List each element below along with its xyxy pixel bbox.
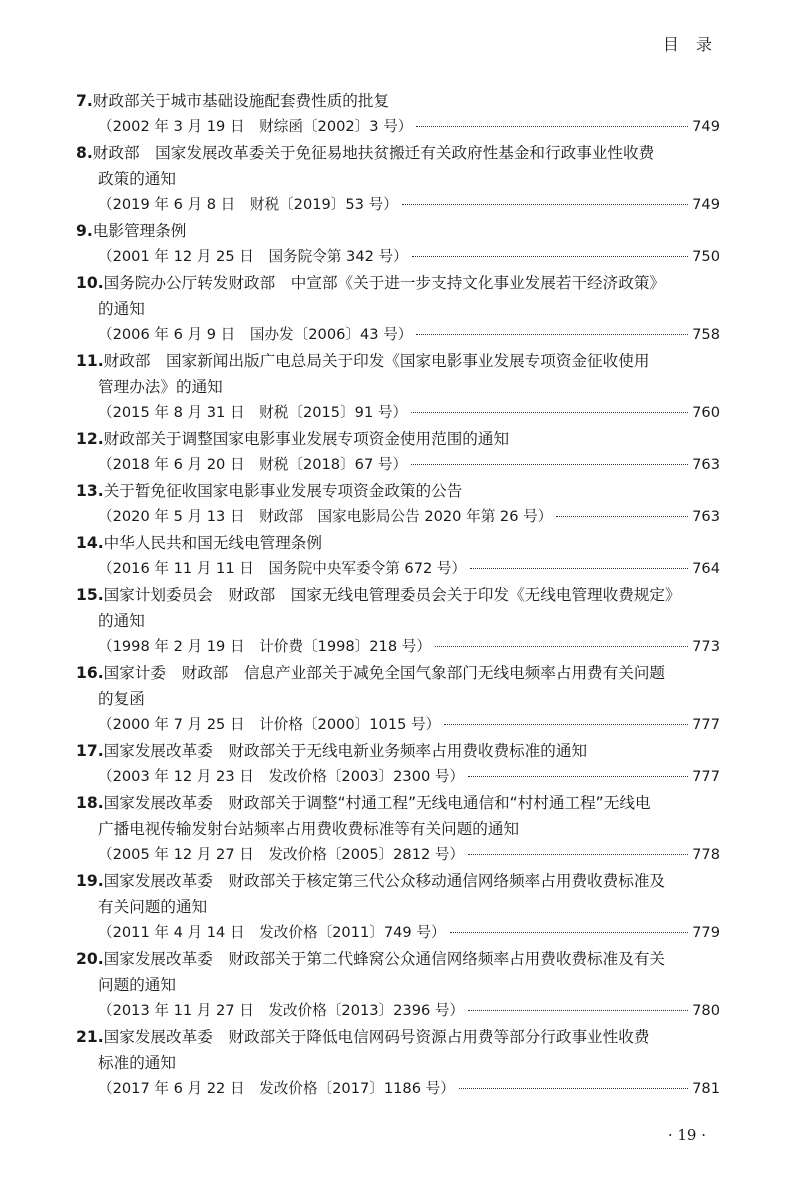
toc-entry-page: 777	[692, 768, 720, 785]
toc-entry-reference: （2002 年 3 月 19 日 财综函〔2002〕3 号）	[98, 118, 413, 135]
toc-entry[interactable]	[76, 530, 720, 582]
toc-entry-title	[76, 738, 720, 764]
toc-entry-title-text: 国家发展改革委 财政部关于无线电新业务频率占用费收费标准的通知	[103, 742, 588, 760]
toc-entry-title	[76, 348, 720, 374]
toc-entry-reference: （2001 年 12 月 25 日 国务院令第 342 号）	[98, 248, 408, 265]
toc-entry-page: 777	[692, 716, 720, 733]
toc-entry[interactable]	[76, 790, 720, 868]
toc-entry-title	[76, 270, 720, 296]
toc-entry-page: 778	[692, 846, 720, 863]
toc-entry-reference: （2017 年 6 月 22 日 发改价格〔2017〕1186 号）	[98, 1080, 455, 1097]
toc-entry-reference: （2013 年 11 月 27 日 发改价格〔2013〕2396 号）	[98, 1002, 465, 1019]
toc-entry-title-text: 的通知	[98, 612, 145, 630]
toc-entry[interactable]	[76, 218, 720, 270]
toc-entry-title-text: 国家发展改革委 财政部关于核定第三代公众移动通信网络频率占用费收费标准及	[103, 872, 666, 890]
toc-entry-title	[76, 140, 720, 166]
toc-entry-title-text: 国家发展改革委 财政部关于降低电信网码号资源占用费等部分行政事业性收费	[103, 1028, 650, 1046]
toc-entry-number: 15.	[76, 586, 104, 604]
toc-entry-reference-line	[76, 998, 720, 1024]
toc-entry-title-text: 国家计划委员会 财政部 国家无线电管理委员会关于印发《无线电管理收费规定》	[103, 586, 681, 604]
dot-leader	[468, 1010, 688, 1011]
toc-entry-title-continued	[76, 686, 720, 712]
toc-entry[interactable]	[76, 140, 720, 218]
toc-entry-reference-line	[76, 634, 720, 660]
dot-leader	[459, 1088, 688, 1089]
toc-entry-title	[76, 582, 720, 608]
toc-entry-title-text: 国家发展改革委 财政部关于调整“村通工程”无线电通信和“村村通工程”无线电	[103, 794, 651, 812]
toc-entry-title-continued	[76, 166, 720, 192]
dot-leader	[450, 932, 689, 933]
toc-entry-number: 20.	[76, 950, 104, 968]
page-number: · 19 ·	[667, 1126, 706, 1144]
toc-entry[interactable]	[76, 478, 720, 530]
toc-entry-title-continued	[76, 374, 720, 400]
toc-entry-title-continued	[76, 1050, 720, 1076]
toc-entry-number: 17.	[76, 742, 104, 760]
toc-entry-title-continued	[76, 608, 720, 634]
toc-entry-reference: （2011 年 4 月 14 日 发改价格〔2011〕749 号）	[98, 924, 446, 941]
toc-entry-title-text: 国家计委 财政部 信息产业部关于减免全国气象部门无线电频率占用费有关问题	[103, 664, 666, 682]
toc-entry-reference: （2006 年 6 月 9 日 国办发〔2006〕43 号）	[98, 326, 413, 343]
toc-entry-number: 8.	[76, 144, 93, 162]
toc-entry-title-text: 财政部 国家发展改革委关于免征易地扶贫搬迁有关政府性基金和行政事业性收费	[92, 144, 655, 162]
toc-entry-reference-line	[76, 842, 720, 868]
toc-entry-number: 11.	[76, 352, 104, 370]
toc-entry-title-text: 标准的通知	[98, 1054, 176, 1072]
toc-entry-number: 16.	[76, 664, 104, 682]
toc-entry-title	[76, 660, 720, 686]
toc-entry[interactable]	[76, 738, 720, 790]
toc-entry-page: 749	[692, 118, 720, 135]
toc-entry-number: 7.	[76, 92, 93, 110]
toc-entry-reference-line	[76, 192, 720, 218]
toc-entry[interactable]	[76, 270, 720, 348]
dot-leader	[468, 854, 688, 855]
toc-entry-reference: （2019 年 6 月 8 日 财税〔2019〕53 号）	[98, 196, 398, 213]
table-of-contents	[76, 88, 720, 1102]
toc-entry-title-continued	[76, 816, 720, 842]
toc-entry-number: 19.	[76, 872, 104, 890]
toc-entry-title-text: 中华人民共和国无线电管理条例	[103, 534, 322, 552]
toc-entry-reference-line	[76, 1076, 720, 1102]
toc-entry-reference: （2018 年 6 月 20 日 财税〔2018〕67 号）	[98, 456, 408, 473]
toc-entry-number: 13.	[76, 482, 104, 500]
toc-entry-number: 14.	[76, 534, 104, 552]
toc-entry-reference-line	[76, 712, 720, 738]
toc-entry-title-text: 财政部关于调整国家电影事业发展专项资金使用范围的通知	[103, 430, 510, 448]
toc-entry-number: 12.	[76, 430, 104, 448]
toc-entry-title-text: 问题的通知	[98, 976, 176, 994]
dot-leader	[468, 776, 688, 777]
toc-entry-reference-line	[76, 920, 720, 946]
toc-entry-page: 763	[692, 456, 720, 473]
toc-entry-title	[76, 1024, 720, 1050]
dot-leader	[411, 464, 688, 465]
dot-leader	[470, 568, 688, 569]
dot-leader	[411, 412, 688, 413]
toc-entry-number: 10.	[76, 274, 104, 292]
toc-entry-title-text: 政策的通知	[98, 170, 176, 188]
toc-entry-title-text: 国务院办公厅转发财政部 中宣部《关于进一步支持文化事业发展若干经济政策》	[103, 274, 666, 292]
dot-leader	[416, 126, 688, 127]
toc-entry-reference-line	[76, 400, 720, 426]
toc-entry-reference-line	[76, 322, 720, 348]
toc-entry-title-text: 国家发展改革委 财政部关于第二代蜂窝公众通信网络频率占用费收费标准及有关	[103, 950, 666, 968]
toc-entry-title-text: 的复函	[98, 690, 145, 708]
toc-entry-title-text: 的通知	[98, 300, 145, 318]
toc-entry-title	[76, 868, 720, 894]
toc-entry-reference-line	[76, 764, 720, 790]
toc-entry-title-text: 电影管理条例	[92, 222, 187, 240]
toc-entry-title-text: 财政部 国家新闻出版广电总局关于印发《国家电影事业发展专项资金征收使用	[103, 352, 650, 370]
toc-entry-page: 779	[692, 924, 720, 941]
toc-entry[interactable]	[76, 88, 720, 140]
toc-entry-page: 773	[692, 638, 720, 655]
toc-entry[interactable]	[76, 426, 720, 478]
toc-entry-page: 764	[692, 560, 720, 577]
toc-entry-page: 780	[692, 1002, 720, 1019]
toc-entry-reference: （2003 年 12 月 23 日 发改价格〔2003〕2300 号）	[98, 768, 465, 785]
toc-entry-title	[76, 218, 720, 244]
toc-entry-reference-line	[76, 114, 720, 140]
toc-entry-number: 21.	[76, 1028, 104, 1046]
toc-entry-number: 9.	[76, 222, 93, 240]
toc-entry-title-text: 广播电视传输发射台站频率占用费收费标准等有关问题的通知	[98, 820, 520, 838]
toc-entry-reference-line	[76, 244, 720, 270]
toc-entry-title-continued	[76, 894, 720, 920]
toc-entry-reference: （2020 年 5 月 13 日 财政部 国家电影局公告 2020 年第 26 号）	[98, 508, 553, 525]
toc-entry-title-text: 财政部关于城市基础设施配套费性质的批复	[92, 92, 390, 110]
toc-entry-title	[76, 946, 720, 972]
toc-entry-title-text: 管理办法》的通知	[98, 378, 223, 396]
toc-entry-page: 781	[692, 1080, 720, 1097]
toc-entry-title	[76, 790, 720, 816]
dot-leader	[412, 256, 688, 257]
toc-entry-reference-line	[76, 452, 720, 478]
toc-entry[interactable]	[76, 1024, 720, 1102]
toc-entry-reference-line	[76, 556, 720, 582]
toc-entry[interactable]	[76, 868, 720, 946]
toc-entry[interactable]	[76, 660, 720, 738]
toc-entry-title	[76, 426, 720, 452]
toc-entry-reference-line	[76, 504, 720, 530]
toc-entry[interactable]	[76, 348, 720, 426]
toc-entry-title-continued	[76, 296, 720, 322]
toc-entry[interactable]	[76, 946, 720, 1024]
toc-entry[interactable]	[76, 582, 720, 660]
running-header: 目 录	[662, 35, 718, 54]
dot-leader	[416, 334, 688, 335]
toc-entry-title	[76, 478, 720, 504]
toc-entry-reference: （2000 年 7 月 25 日 计价格〔2000〕1015 号）	[98, 716, 441, 733]
toc-entry-reference: （2015 年 8 月 31 日 财税〔2015〕91 号）	[98, 404, 408, 421]
toc-entry-page: 760	[692, 404, 720, 421]
dot-leader	[556, 516, 688, 517]
dot-leader	[435, 646, 688, 647]
toc-entry-reference: （2005 年 12 月 27 日 发改价格〔2005〕2812 号）	[98, 846, 465, 863]
toc-entry-title	[76, 530, 720, 556]
toc-entry-reference: （2016 年 11 月 11 日 国务院中央军委令第 672 号）	[98, 560, 467, 577]
toc-entry-page: 758	[692, 326, 720, 343]
dot-leader	[444, 724, 688, 725]
toc-entry-reference: （1998 年 2 月 19 日 计价费〔1998〕218 号）	[98, 638, 431, 655]
toc-entry-title-continued	[76, 972, 720, 998]
toc-entry-title-text: 关于暂免征收国家电影事业发展专项资金政策的公告	[103, 482, 463, 500]
toc-entry-number: 18.	[76, 794, 104, 812]
toc-entry-page: 749	[692, 196, 720, 213]
dot-leader	[402, 204, 688, 205]
toc-entry-page: 750	[692, 248, 720, 265]
toc-entry-title	[76, 88, 720, 114]
toc-entry-page: 763	[692, 508, 720, 525]
toc-entry-title-text: 有关问题的通知	[98, 898, 208, 916]
